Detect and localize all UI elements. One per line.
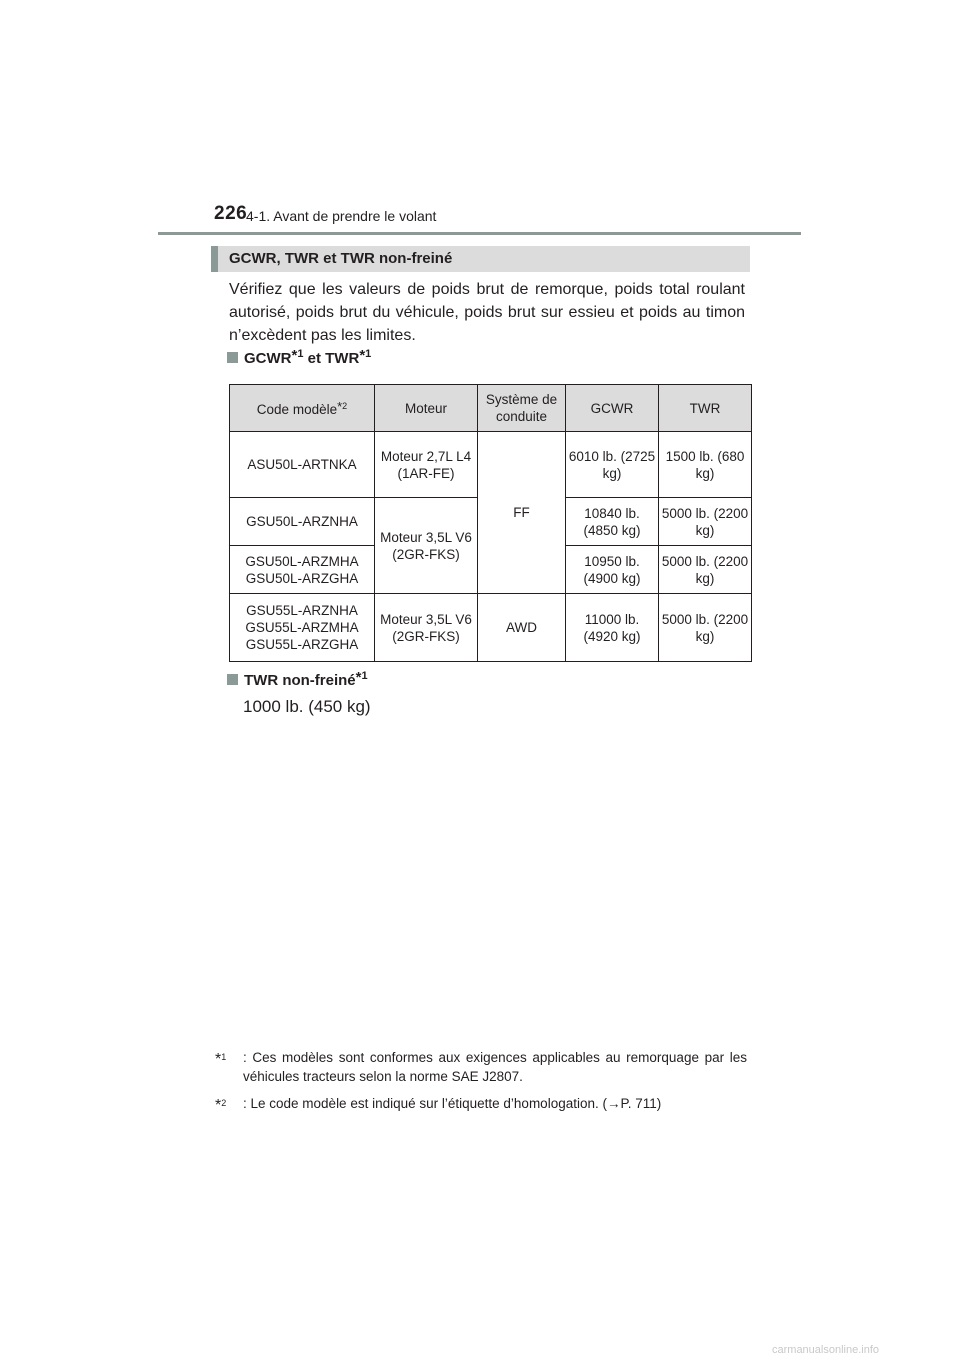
footnote-marker: *$^2$ (215, 1097, 227, 1114)
header-engine: Moteur (375, 385, 478, 432)
drive-system-cell: FF (478, 432, 566, 594)
model-code-cell: GSU50L-ARZMHA GSU50L-ARZGHA (230, 546, 375, 594)
page-number: 226 (214, 203, 248, 224)
gcwr-cell: 10950 lb. (4900 kg) (566, 546, 659, 594)
subhead-twr-label: et TWR (307, 350, 360, 367)
header-twr: TWR (659, 385, 752, 432)
watermark: carmanualsonline.info (772, 1344, 880, 1356)
section-title: GCWR, TWR et TWR non-freiné (229, 250, 453, 267)
engine-cell: Moteur 3,5L V6 (2GR-FKS) (375, 594, 478, 662)
model-code-cell: GSU55L-ARZNHA GSU55L-ARZMHA GSU55L-ARZGHA (230, 594, 375, 662)
footnote-text: : Le code modèle est indiqué sur l’étiquette d’homologation. (→P. 711) (243, 1096, 662, 1111)
subhead-gcwr-twr (227, 347, 371, 367)
footnote-ref: 1 (297, 348, 304, 360)
unbraked-twr-value: 1000 lb. (450 kg) (243, 697, 371, 716)
footnote-marker: *$^1$ (215, 1051, 227, 1068)
header-rule (158, 232, 801, 235)
table-header-row (230, 385, 752, 432)
subhead-unbraked-label: TWR non-freiné (244, 672, 356, 689)
gcwr-cell: 10840 lb. (4850 kg) (566, 498, 659, 546)
twr-cell: 5000 lb. (2200 kg) (659, 594, 752, 662)
model-code-cell: GSU50L-ARZNHA (230, 498, 375, 546)
header-gcwr: GCWR (566, 385, 659, 432)
towing-capacity-table (229, 384, 752, 662)
header-drive-system: Système de conduite (478, 385, 566, 432)
drive-system-cell: AWD (478, 594, 566, 662)
header-model-code: Code modèle*$^2$ (230, 385, 375, 432)
square-bullet-icon (227, 352, 238, 363)
twr-cell: 5000 lb. (2200 kg) (659, 546, 752, 594)
footnote-2 (215, 1094, 747, 1113)
footnote-ref: 1 (365, 348, 372, 360)
subhead-gcwr-label: GCWR (244, 350, 292, 367)
square-bullet-icon (227, 674, 238, 685)
footnote-text: : Ces modèles sont conformes aux exigences applicables au remorquage par les véhicules tracteurs selon la norme SAE J2807. (243, 1050, 747, 1084)
asterisk-mark: * (359, 347, 366, 364)
gcwr-cell: 6010 lb. (2725 kg) (566, 432, 659, 498)
engine-cell: Moteur 3,5L V6 (2GR-FKS) (375, 498, 478, 594)
gcwr-cell: 11000 lb. (4920 kg) (566, 594, 659, 662)
section-header: 4-1. Avant de prendre le volant (246, 208, 437, 224)
twr-cell: 1500 lb. (680 kg) (659, 432, 752, 498)
footnote-1 (215, 1048, 747, 1086)
footnote-ref: 1 (361, 670, 368, 682)
table-row (230, 594, 752, 662)
asterisk-mark: * (291, 347, 298, 364)
engine-cell: Moteur 2,7L L4 (1AR-FE) (375, 432, 478, 498)
table-row (230, 432, 752, 498)
model-code-cell: ASU50L-ARTNKA (230, 432, 375, 498)
twr-cell: 5000 lb. (2200 kg) (659, 498, 752, 546)
intro-paragraph: Vérifiez que les valeurs de poids brut de remorque, poids total roulant autorisé, poids brut du véhicule, poids brut sur essieu et poids au timon n’excèdent pas les limites. (229, 281, 745, 344)
asterisk-mark: * (355, 669, 362, 686)
subhead-unbraked-twr (227, 669, 368, 689)
section-title-bar (211, 246, 750, 272)
